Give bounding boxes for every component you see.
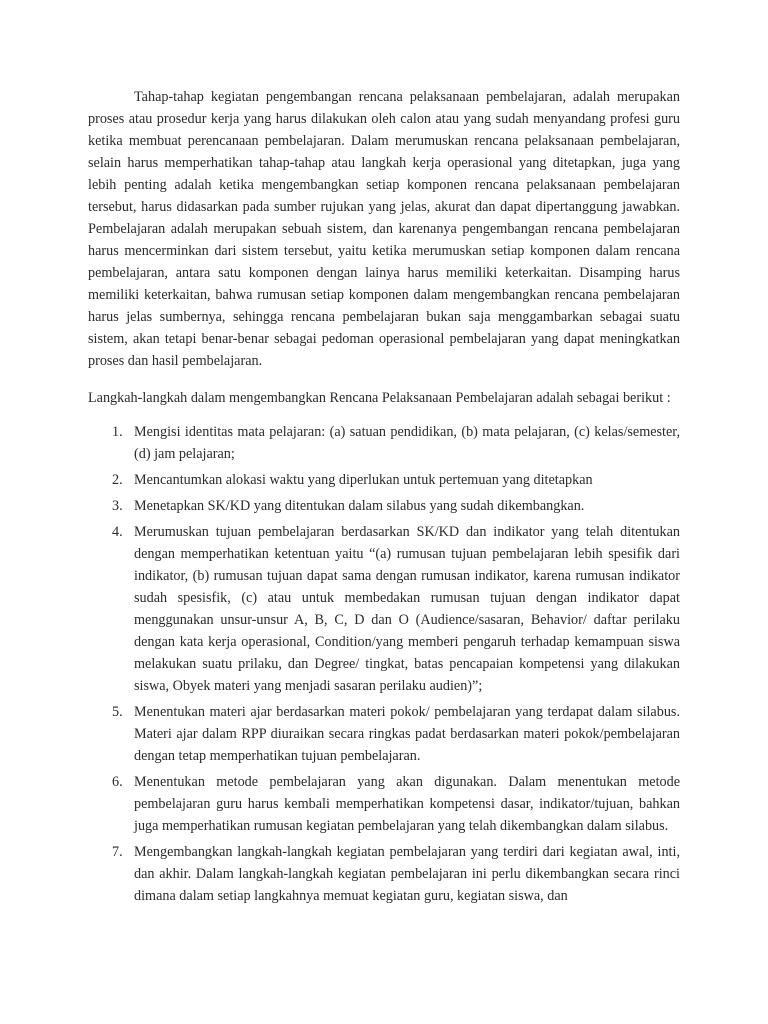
list-item	[88, 469, 680, 491]
list-text: Menetapkan SK/KD yang ditentukan dalam silabus yang sudah dikembangkan.	[134, 498, 585, 514]
list-number: 3.	[112, 498, 123, 514]
list-number: 4.	[112, 524, 123, 540]
list-number: 2.	[112, 472, 123, 488]
list-number: 6.	[112, 774, 123, 790]
list-text: Merumuskan tujuan pembelajaran berdasarkan SK/KD dan indikator yang telah ditentukan dengan memperhatikan ketentuan yaitu “(a) rumusan tujuan pembelajaran lebih spesifik dari indikator, (b) rumusan tujuan dapat sama dengan rumusan indikator, karena rumusan indikator sudah spesisfik, (c) atau untuk membedakan rumusan tujuan dengan indikator dapat menggunakan unsur-unsur A, B, C, D dan O (Audience/sasaran, Behavior/ daftar perilaku dengan kata kerja operasional, Condition/yang memberi pengaruh terhadap kemampuan siswa melakukan suatu prilaku, dan Degree/ tingkat, batas pencapaian kompetensi yang dilakukan siswa, Obyek materi yang menjadi sasaran perilaku audien)”;	[134, 524, 680, 694]
document-body	[88, 86, 680, 911]
list-item	[88, 495, 680, 517]
list-text: Mengembangkan langkah-langkah kegiatan pembelajaran yang terdiri dari kegiatan awal, inti, dan akhir. Dalam langkah-langkah kegiatan pembelajaran ini perlu dikembangkan secara rinci dimana dalam setiap langkahnya memuat kegiatan guru, kegiatan siswa, dan	[134, 844, 680, 904]
list-text: Menentukan materi ajar berdasarkan materi pokok/ pembelajaran yang terdapat dalam silabus. Materi ajar dalam RPP diuraikan secara ringkas padat berdasarkan materi pokok/pembelajaran dengan tetap memperhatikan tujuan pembelajaran.	[134, 704, 680, 764]
steps-list	[88, 421, 680, 907]
list-item	[88, 841, 680, 907]
body-paragraph: Tahap-tahap kegiatan pengembangan rencana pelaksanaan pembelajaran, adalah merupakan proses atau prosedur kerja yang harus dilakukan oleh calon atau yang sudah menyandang profesi guru ketika membuat perencanaan pembelajaran. Dalam merumuskan rencana pelaksanaan pembelajaran, selain harus memperhatikan tahap-tahap atau langkah kerja operasional yang ditetapkan, juga yang lebih penting adalah ketika mengembangkan setiap komponen rencana pelaksanaan pembelajaran tersebut, harus didasarkan pada sumber rujukan yang jelas, akurat dan dapat dipertanggung jawabkan. Pembelajaran adalah merupakan sebuah sistem, dan karenanya pengembangan rencana pembelajaran harus mencerminkan dari sistem tersebut, yaitu ketika merumuskan setiap komponen dalam rencana pembelajaran, antara satu komponen dengan lainya harus memiliki keterkaitan. Disamping harus memiliki keterkaitan, bahwa rumusan setiap komponen dalam mengembangkan rencana pembelajaran harus jelas sumbernya, sehingga rencana pembelajaran bukan saja menggambarkan sebagai suatu sistem, akan tetapi benar-benar sebagai pedoman operasional pembelajaran yang dapat meningkatkan proses dan hasil pembelajaran.	[88, 89, 680, 369]
list-number: 1.	[112, 424, 123, 440]
list-item	[88, 421, 680, 465]
list-number: 5.	[112, 704, 123, 720]
list-item	[88, 771, 680, 837]
list-intro: Langkah-langkah dalam mengembangkan Rencana Pelaksanaan Pembelajaran adalah sebagai berikut :	[88, 390, 671, 406]
list-text: Menentukan metode pembelajaran yang akan digunakan. Dalam menentukan metode pembelajaran guru harus kembali memperhatikan kompetensi dasar, indikator/tujuan, bahkan juga memperhatikan rumusan kegiatan pembelajaran yang telah dikembangkan dalam silabus.	[134, 774, 680, 834]
list-item	[88, 521, 680, 697]
list-item	[88, 701, 680, 767]
list-number: 7.	[112, 844, 123, 860]
list-text: Mencantumkan alokasi waktu yang diperlukan untuk pertemuan yang ditetapkan	[134, 472, 593, 488]
list-text: Mengisi identitas mata pelajaran: (a) satuan pendidikan, (b) mata pelajaran, (c) kelas/semester, (d) jam pelajaran;	[134, 424, 680, 462]
